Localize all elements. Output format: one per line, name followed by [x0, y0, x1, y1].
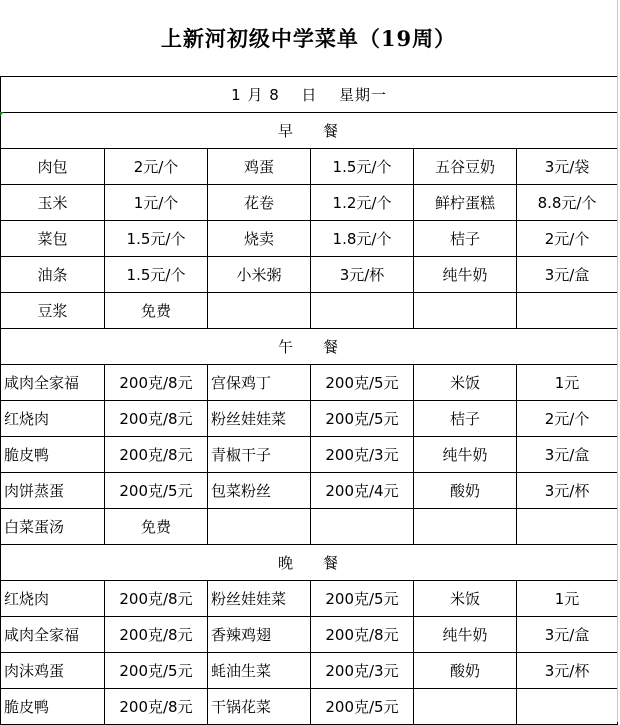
dish-price-cell[interactable]: 200克/5元 — [105, 473, 208, 509]
dish-price-cell[interactable]: 200克/8元 — [105, 401, 208, 437]
item-price-cell[interactable]: 3元/杯 — [517, 473, 618, 509]
dish-name-cell[interactable]: 红烧肉 — [1, 581, 105, 617]
date-weekday: 星期一 — [338, 86, 387, 104]
dish-name-cell[interactable]: 粉丝娃娃菜 — [208, 401, 311, 437]
dish-name-cell[interactable]: 花卷 — [208, 185, 311, 221]
dish-name-cell[interactable]: 红烧肉 — [1, 401, 105, 437]
item-price-cell[interactable]: 3元/盒 — [517, 617, 618, 653]
dish-price-cell[interactable]: 200克/8元 — [105, 617, 208, 653]
section-title-second-char: 餐 — [323, 122, 341, 140]
dish-price-cell[interactable]: 2元/个 — [105, 149, 208, 185]
menu-table — [0, 76, 618, 725]
section-header[interactable] — [1, 545, 618, 581]
dish-name-cell[interactable] — [208, 509, 311, 545]
section-header-row — [1, 113, 618, 149]
dish-name-cell[interactable]: 青椒干子 — [208, 437, 311, 473]
dish-name-cell[interactable]: 咸肉全家福 — [1, 365, 105, 401]
item-name-cell[interactable]: 酸奶 — [414, 473, 517, 509]
section-header-row — [1, 545, 618, 581]
dish-name-cell[interactable]: 豆浆 — [1, 293, 105, 329]
dish-price-cell[interactable]: 200克/8元 — [311, 617, 414, 653]
dish-price-cell[interactable]: 200克/4元 — [311, 473, 414, 509]
item-price-cell[interactable] — [517, 293, 618, 329]
table-row — [1, 581, 618, 617]
dish-name-cell[interactable]: 蚝油生菜 — [208, 653, 311, 689]
dish-price-cell[interactable]: 免费 — [105, 293, 208, 329]
item-price-cell[interactable]: 3元/盒 — [517, 257, 618, 293]
dish-price-cell[interactable]: 200克/3元 — [311, 653, 414, 689]
item-name-cell[interactable]: 纯牛奶 — [414, 437, 517, 473]
section-header-row — [1, 329, 618, 365]
item-name-cell[interactable]: 五谷豆奶 — [414, 149, 517, 185]
item-name-cell[interactable]: 鲜柠蛋糕 — [414, 185, 517, 221]
dish-name-cell[interactable]: 咸肉全家福 — [1, 617, 105, 653]
table-row — [1, 473, 618, 509]
dish-price-cell[interactable]: 200克/8元 — [105, 437, 208, 473]
dish-name-cell[interactable]: 玉米 — [1, 185, 105, 221]
dish-name-cell[interactable]: 烧卖 — [208, 221, 311, 257]
item-name-cell[interactable] — [414, 509, 517, 545]
item-price-cell[interactable]: 3元/袋 — [517, 149, 618, 185]
table-row — [1, 185, 618, 221]
item-price-cell[interactable]: 8.8元/个 — [517, 185, 618, 221]
dish-price-cell[interactable]: 3元/杯 — [311, 257, 414, 293]
table-row — [1, 149, 618, 185]
dish-name-cell[interactable]: 宫保鸡丁 — [208, 365, 311, 401]
sheet-right-border — [617, 0, 618, 722]
page-title: 上新河初级中学菜单（19周） — [160, 26, 457, 51]
table-row — [1, 293, 618, 329]
dish-name-cell[interactable]: 包菜粉丝 — [208, 473, 311, 509]
date-month-unit: 月 — [247, 86, 264, 104]
dish-price-cell[interactable]: 1.5元/个 — [105, 221, 208, 257]
dish-name-cell[interactable]: 菜包 — [1, 221, 105, 257]
date-row — [1, 77, 618, 113]
date-day: 8 — [269, 86, 280, 104]
table-row — [1, 689, 618, 725]
table-row — [1, 401, 618, 437]
dish-name-cell[interactable]: 肉包 — [1, 149, 105, 185]
dish-name-cell[interactable]: 粉丝娃娃菜 — [208, 581, 311, 617]
dish-name-cell[interactable]: 小米粥 — [208, 257, 311, 293]
table-row — [1, 617, 618, 653]
item-price-cell[interactable]: 3元/盒 — [517, 437, 618, 473]
dish-name-cell[interactable]: 脆皮鸭 — [1, 437, 105, 473]
section-title-second-char: 餐 — [323, 338, 341, 356]
dish-name-cell[interactable]: 油条 — [1, 257, 105, 293]
dish-name-cell[interactable]: 香辣鸡翅 — [208, 617, 311, 653]
item-price-cell[interactable] — [517, 509, 618, 545]
section-title-first-char: 午 — [278, 338, 296, 356]
table-row — [1, 221, 618, 257]
table-row — [1, 509, 618, 545]
dish-price-cell[interactable]: 200克/3元 — [311, 437, 414, 473]
dish-price-cell[interactable]: 200克/5元 — [105, 653, 208, 689]
dish-price-cell[interactable]: 200克/5元 — [311, 401, 414, 437]
item-price-cell[interactable]: 3元/杯 — [517, 653, 618, 689]
section-title-first-char: 早 — [278, 122, 296, 140]
item-name-cell[interactable]: 米饭 — [414, 365, 517, 401]
dish-price-cell[interactable]: 200克/5元 — [311, 365, 414, 401]
dish-price-cell[interactable]: 免费 — [105, 509, 208, 545]
item-name-cell[interactable] — [414, 689, 517, 725]
dish-name-cell[interactable]: 肉饼蒸蛋 — [1, 473, 105, 509]
section-header[interactable] — [1, 329, 618, 365]
item-price-cell[interactable] — [517, 689, 618, 725]
item-name-cell[interactable]: 酸奶 — [414, 653, 517, 689]
dish-name-cell[interactable]: 干锅花菜 — [208, 689, 311, 725]
cell-comment-marker — [0, 112, 4, 116]
date-month: 1 — [231, 86, 242, 104]
dish-price-cell[interactable]: 200克/8元 — [105, 689, 208, 725]
section-header[interactable] — [1, 113, 618, 149]
item-name-cell[interactable]: 桔子 — [414, 401, 517, 437]
table-row — [1, 437, 618, 473]
table-row — [1, 365, 618, 401]
item-name-cell[interactable]: 桔子 — [414, 221, 517, 257]
item-name-cell[interactable] — [414, 293, 517, 329]
dish-price-cell[interactable]: 200克/5元 — [311, 581, 414, 617]
section-title-second-char: 餐 — [323, 554, 341, 572]
dish-price-cell[interactable]: 1.8元/个 — [311, 221, 414, 257]
dish-name-cell[interactable]: 鸡蛋 — [208, 149, 311, 185]
date-day-unit: 日 — [301, 86, 318, 104]
dish-name-cell[interactable]: 肉沫鸡蛋 — [1, 653, 105, 689]
item-name-cell[interactable]: 纯牛奶 — [414, 617, 517, 653]
table-row — [1, 653, 618, 689]
item-name-cell[interactable]: 米饭 — [414, 581, 517, 617]
item-price-cell[interactable]: 1元 — [517, 581, 618, 617]
dish-price-cell[interactable]: 1.5元/个 — [105, 257, 208, 293]
date-cell[interactable] — [1, 77, 618, 113]
section-title-first-char: 晚 — [278, 554, 296, 572]
dish-name-cell[interactable] — [208, 293, 311, 329]
dish-price-cell[interactable]: 1元/个 — [105, 185, 208, 221]
dish-name-cell[interactable]: 脆皮鸭 — [1, 689, 105, 725]
dish-price-cell[interactable] — [311, 293, 414, 329]
dish-name-cell[interactable]: 白菜蛋汤 — [1, 509, 105, 545]
item-price-cell[interactable]: 2元/个 — [517, 221, 618, 257]
dish-price-cell[interactable]: 1.2元/个 — [311, 185, 414, 221]
item-price-cell[interactable]: 2元/个 — [517, 401, 618, 437]
table-row — [1, 257, 618, 293]
item-price-cell[interactable]: 1元 — [517, 365, 618, 401]
item-name-cell[interactable]: 纯牛奶 — [414, 257, 517, 293]
dish-price-cell[interactable]: 200克/5元 — [311, 689, 414, 725]
dish-price-cell[interactable]: 200克/8元 — [105, 365, 208, 401]
dish-price-cell[interactable] — [311, 509, 414, 545]
dish-price-cell[interactable]: 200克/8元 — [105, 581, 208, 617]
dish-price-cell[interactable]: 1.5元/个 — [311, 149, 414, 185]
